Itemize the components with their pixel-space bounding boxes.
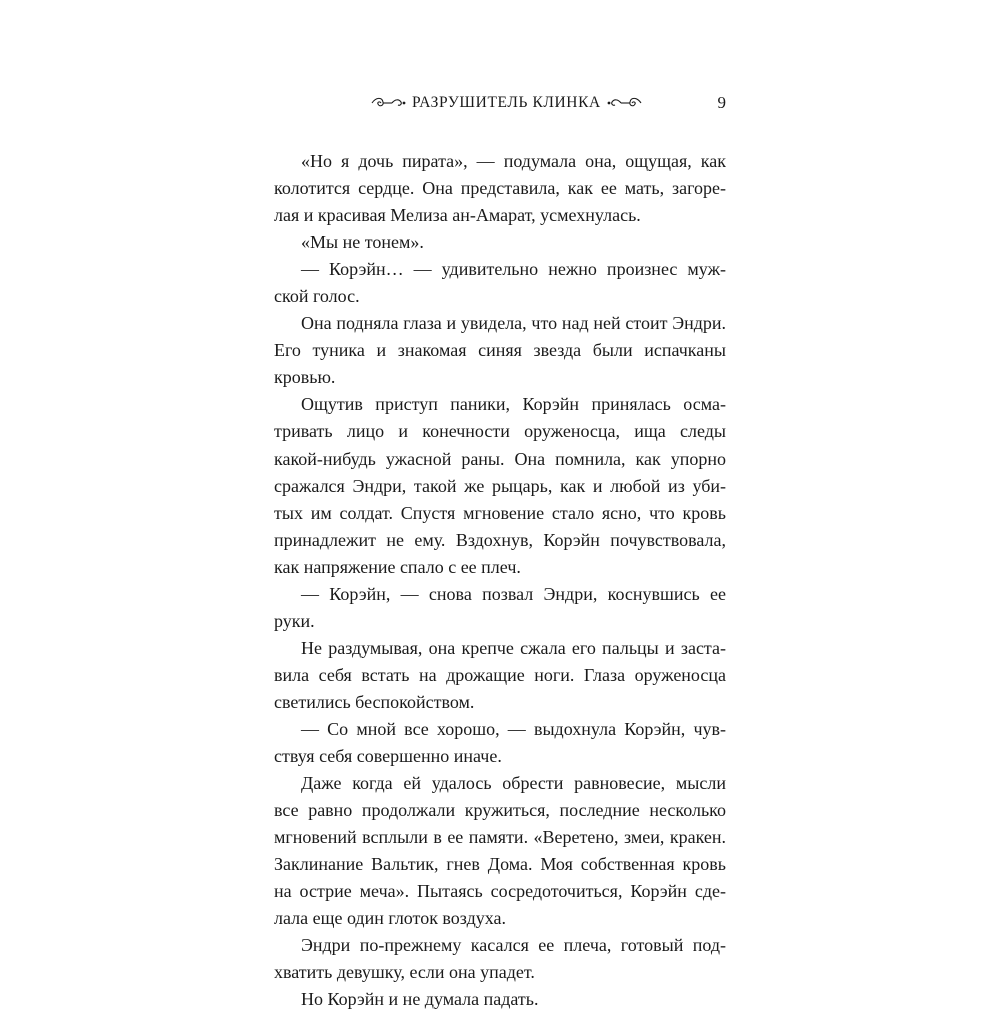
header-title-group: [370, 90, 643, 116]
text-line: ствуя себя совершенно иначе.: [274, 746, 502, 767]
body-text: [274, 148, 726, 1014]
text-line: Даже когда ей удалось обрести равновесие, мысли: [301, 773, 726, 794]
text-line: колотится сердце. Она представила, как ее мать, загоре-: [274, 178, 726, 199]
book-title: РАЗРУШИТЕЛЬ КЛИНКА: [412, 94, 601, 111]
flourish-left-icon: [370, 96, 406, 110]
text-line: — Со мной все хорошо, — выдохнула Корэйн, чув-: [301, 718, 726, 739]
text-line: тривать лицо и конечности оруженосца, ища следы: [274, 421, 726, 442]
running-header: [274, 90, 726, 116]
text-line: вила себя встать на дрожащие ноги. Глаза оруженосца: [274, 664, 726, 685]
text-line: лая и красивая Мелиза ан-Амарат, усмехнулась.: [274, 205, 641, 226]
text-line: как напряжение спало с ее плеч.: [274, 556, 521, 577]
text-line: какой-нибудь ужасной раны. Она помнила, как упорно: [274, 448, 726, 469]
text-line: — Корэйн, — снова позвал Эндри, коснувшись ее: [301, 583, 726, 604]
text-line: Эндри по-прежнему касался ее плеча, готовый под-: [301, 935, 726, 956]
text-line: лала еще один глоток воздуха.: [274, 908, 507, 929]
page-number: 9: [717, 93, 726, 112]
text-line: принадлежит не ему. Вздохнув, Корэйн почувствовала,: [274, 529, 726, 550]
text-line: Его туника и знакомая синяя звезда были испачканы: [274, 340, 726, 361]
text-line: кровью.: [274, 367, 336, 388]
text-line: Ощутив приступ паники, Корэйн принялась осма-: [301, 394, 726, 415]
text-line: все равно продолжали кружиться, последние несколько: [274, 800, 726, 821]
text-line: светились беспокойством.: [274, 691, 475, 712]
text-line: руки.: [274, 610, 315, 631]
text-line: сражался Эндри, такой же рыцарь, как и любой из уби-: [274, 475, 726, 496]
text-line: «Мы не тонем».: [301, 232, 424, 253]
text-line: Но Корэйн и не думала падать.: [301, 989, 539, 1010]
text-line: «Но я дочь пирата», — подумала она, ощущая, как: [301, 151, 726, 171]
text-line: Не раздумывая, она крепче сжала его пальцы и заста-: [301, 637, 726, 658]
text-line: мгновений всплыли в ее памяти. «Веретено, змеи, кракен.: [274, 827, 726, 848]
text-line: Заклинание Вальтик, гнев Дома. Моя собственная кровь: [274, 854, 726, 875]
text-line: ской голос.: [274, 286, 360, 307]
text-line: тых им солдат. Спустя мгновение стало ясно, что кровь: [274, 502, 726, 523]
flourish-right-icon: [607, 96, 643, 110]
text-line: на острие меча». Пытаясь сосредоточиться, Корэйн сде-: [274, 881, 726, 902]
text-line: Она подняла глаза и увидела, что над ней стоит Эндри.: [301, 313, 726, 334]
text-line: хватить девушку, если она упадет.: [274, 962, 535, 983]
text-line: — Корэйн… — удивительно нежно произнес муж-: [301, 259, 726, 280]
